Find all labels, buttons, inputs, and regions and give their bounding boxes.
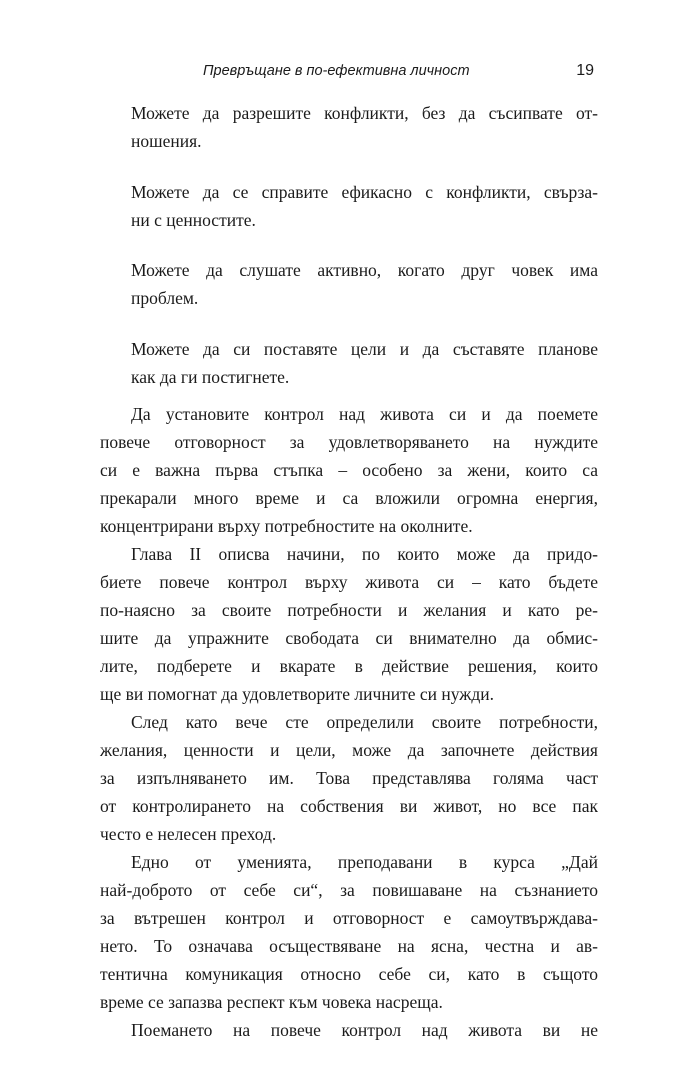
paragraph bbox=[100, 848, 598, 1016]
text-line: проблем. bbox=[131, 288, 199, 308]
text-line: по-наясно за своите потребности и желания и като ре- bbox=[100, 600, 598, 620]
text-line: си е важна първа стъпка – особено за жени, които са bbox=[100, 460, 598, 480]
paragraph bbox=[100, 540, 598, 708]
text-line: за вътрешен контрол и отговорност е самоутвърждава- bbox=[100, 908, 598, 928]
text-line: лите, подберете и вкарате в действие решения, които bbox=[100, 656, 598, 676]
paragraph bbox=[100, 400, 598, 540]
text-line: биете повече контрол върху живота си – като бъдете bbox=[100, 572, 598, 592]
text-line: ни с ценностите. bbox=[131, 210, 256, 230]
running-header bbox=[131, 60, 598, 84]
text-line: желания, ценности и цели, може да започнете действия bbox=[100, 740, 598, 760]
text-line: повече отговорност за удовлетворяването на нуждите bbox=[100, 432, 598, 452]
text-line: След като вече сте определили своите потребности, bbox=[131, 712, 598, 732]
text-line: Глава II описва начини, по които може да придо- bbox=[131, 544, 598, 564]
paragraph bbox=[100, 708, 598, 848]
text-line: Можете да се справите ефикасно с конфликти, свърза- bbox=[131, 182, 598, 202]
running-header-title: Превръщане в по-ефективна личност bbox=[203, 63, 470, 79]
paragraph bbox=[100, 1016, 598, 1044]
text-line: често е нелесен преход. bbox=[100, 824, 277, 844]
text-line: за изпълняването им. Това представлява голяма част bbox=[100, 768, 598, 788]
text-line: Можете да слушате активно, когато друг човек има bbox=[131, 260, 598, 280]
text-line: как да ги постигнете. bbox=[131, 367, 290, 387]
text-line: най-доброто от себе си“, за повишаване на съзнанието bbox=[100, 880, 598, 900]
list-item bbox=[131, 256, 598, 312]
text-line: шите да упражните свободата си внимателно да обмис- bbox=[100, 628, 598, 648]
list-item bbox=[131, 335, 598, 391]
text-line: от контролирането на собствения ви живот, но все пак bbox=[100, 796, 598, 816]
text-line: Можете да си поставяте цели и да съставяте планове bbox=[131, 339, 598, 359]
text-line: прекарали много време и са вложили огромна енергия, bbox=[100, 488, 598, 508]
text-line: Да установите контрол над живота си и да поемете bbox=[131, 404, 598, 424]
text-line: нето. То означава осъществяване на ясна, честна и ав- bbox=[100, 936, 598, 956]
page-number: 19 bbox=[576, 62, 594, 79]
text-line: Можете да разрешите конфликти, без да съсипвате от- bbox=[131, 103, 598, 123]
text-line: време се запазва респект към човека насреща. bbox=[100, 992, 443, 1012]
text-line: Поемането на повече контрол над живота ви не bbox=[131, 1020, 598, 1040]
text-line: тентична комуникация относно себе си, като в същото bbox=[100, 964, 598, 984]
list-item bbox=[131, 99, 598, 155]
text-line: ще ви помогнат да удовлетворите личните си нужди. bbox=[100, 684, 494, 704]
text-line: ношения. bbox=[131, 131, 202, 151]
list-item bbox=[131, 178, 598, 234]
text-line: Едно от уменията, преподавани в курса „Дай bbox=[131, 852, 598, 872]
text-line: концентрирани върху потребностите на околните. bbox=[100, 516, 473, 536]
